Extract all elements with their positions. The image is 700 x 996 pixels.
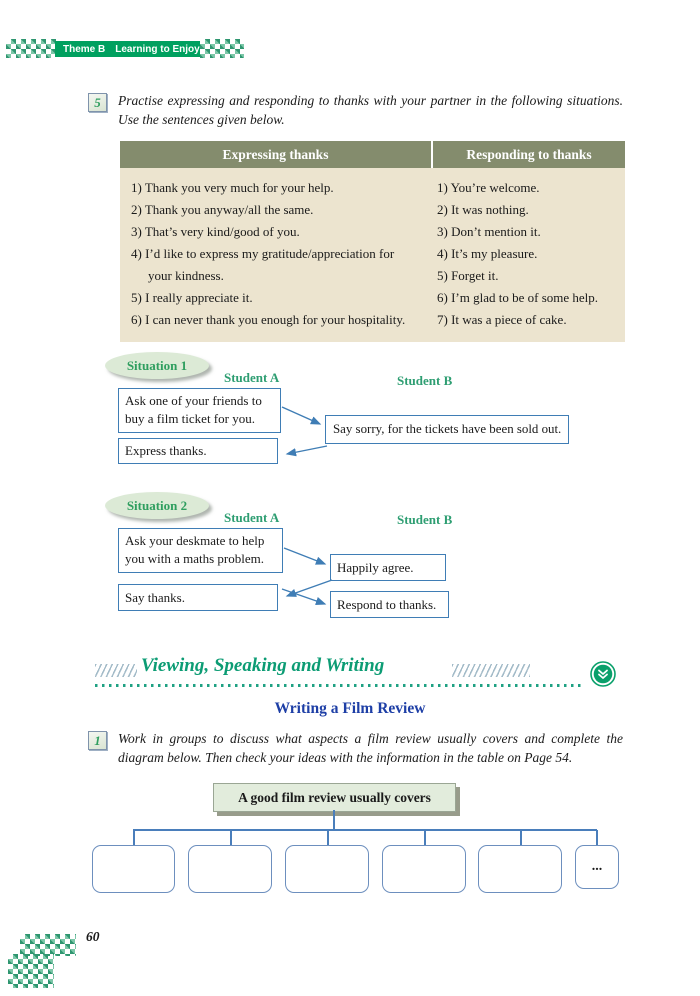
list-item: 1) You’re welcome.	[437, 180, 540, 195]
page-number: 60	[86, 929, 100, 944]
hatch-decoration-right	[452, 664, 530, 677]
diagram-blank-box	[382, 845, 466, 893]
table-header-row	[120, 141, 625, 168]
table-header-expressing: Expressing thanks	[120, 141, 431, 168]
expressing-column	[120, 177, 431, 331]
theme-title: Learning to Enjoy	[115, 43, 200, 55]
decorative-checker-pattern	[20, 934, 76, 956]
diagram-ellipsis-box: ...	[575, 845, 619, 889]
expressing-thanks-list	[131, 177, 421, 331]
student-a-label: Student A	[224, 510, 280, 525]
table-header-responding: Responding to thanks	[433, 141, 625, 168]
dialogue-box-reply: Say sorry, for the tickets have been sold out.	[325, 415, 569, 444]
diagram-blank-box	[188, 845, 272, 893]
situation-1-label: Situation 1	[105, 352, 209, 379]
situation-2-label: Situation 2	[105, 492, 209, 519]
list-item: 6) I can never thank you enough for your hospitality.	[131, 312, 406, 327]
theme-label: Theme B	[63, 43, 106, 55]
exercise-instructions: Practise expressing and responding to thanks with your partner in the following situations. Use the sentences given below.	[118, 93, 623, 127]
dialogue-box-ask: Ask your deskmate to help you with a maths problem.	[118, 528, 283, 573]
thanks-table	[120, 141, 625, 342]
exercise-number: 1	[94, 732, 101, 748]
diagram-connector	[133, 830, 135, 845]
list-item: 2) Thank you anyway/all the same.	[131, 202, 314, 217]
list-item: 3) Don’t mention it.	[437, 224, 541, 239]
responding-thanks-list	[437, 177, 619, 331]
list-item: 3) That’s very kind/good of you.	[131, 224, 300, 239]
diagram-top-box: A good film review usually covers	[213, 783, 456, 812]
section-title: Viewing, Speaking and Writing	[141, 655, 385, 676]
diagram-blank-box	[92, 845, 175, 893]
table-body	[120, 168, 625, 342]
diagram-connector	[333, 810, 335, 829]
list-item: 2) It was nothing.	[437, 202, 529, 217]
list-item: 7) It was a piece of cake.	[437, 312, 567, 327]
list-item: 4) I’d like to express my gratitude/appreciation for your kindness.	[131, 246, 395, 283]
dialogue-box-thanks: Say thanks.	[118, 584, 278, 611]
diagram-connector	[230, 830, 232, 845]
diagram-connector	[424, 830, 426, 845]
responding-column	[431, 177, 625, 331]
subsection-title: Writing a Film Review	[274, 700, 426, 717]
diagram-connector	[520, 830, 522, 845]
exercise-number-badge	[88, 731, 107, 750]
exercise-instructions: Work in groups to discuss what aspects a film review usually covers and complete the diagram below. Then check your ideas with the information in the table on Page 54.	[118, 731, 623, 765]
diagram-blank-box	[478, 845, 562, 893]
dialogue-box-respond: Respond to thanks.	[330, 591, 449, 618]
dialogue-box-agree: Happily agree.	[330, 554, 446, 581]
diagram-connector	[133, 829, 597, 831]
diagram-connector	[327, 830, 329, 845]
list-item: 4) It’s my pleasure.	[437, 246, 538, 261]
student-b-label: Student B	[397, 512, 453, 527]
diagram-blank-box	[285, 845, 369, 893]
exercise-number-badge	[88, 93, 107, 112]
list-item: 1) Thank you very much for your help.	[131, 180, 334, 195]
list-item: 5) Forget it.	[437, 268, 499, 283]
decorative-checker-pattern	[6, 39, 56, 58]
student-a-label: Student A	[224, 370, 280, 385]
decorative-checker-pattern	[8, 954, 54, 988]
list-item: 5) I really appreciate it.	[131, 290, 253, 305]
diagram-connector	[596, 830, 598, 845]
dotted-divider	[95, 684, 585, 687]
student-b-label: Student B	[397, 373, 453, 388]
theme-band	[55, 41, 200, 57]
hatch-decoration-left	[95, 664, 137, 677]
list-item: 6) I’m glad to be of some help.	[437, 290, 599, 305]
decorative-checker-pattern	[200, 39, 244, 58]
double-chevron-down-icon	[590, 661, 616, 687]
dialogue-box-thanks: Express thanks.	[118, 438, 278, 464]
exercise-number: 5	[94, 94, 101, 110]
dialogue-box-ask: Ask one of your friends to buy a film ticket for you.	[118, 388, 281, 433]
